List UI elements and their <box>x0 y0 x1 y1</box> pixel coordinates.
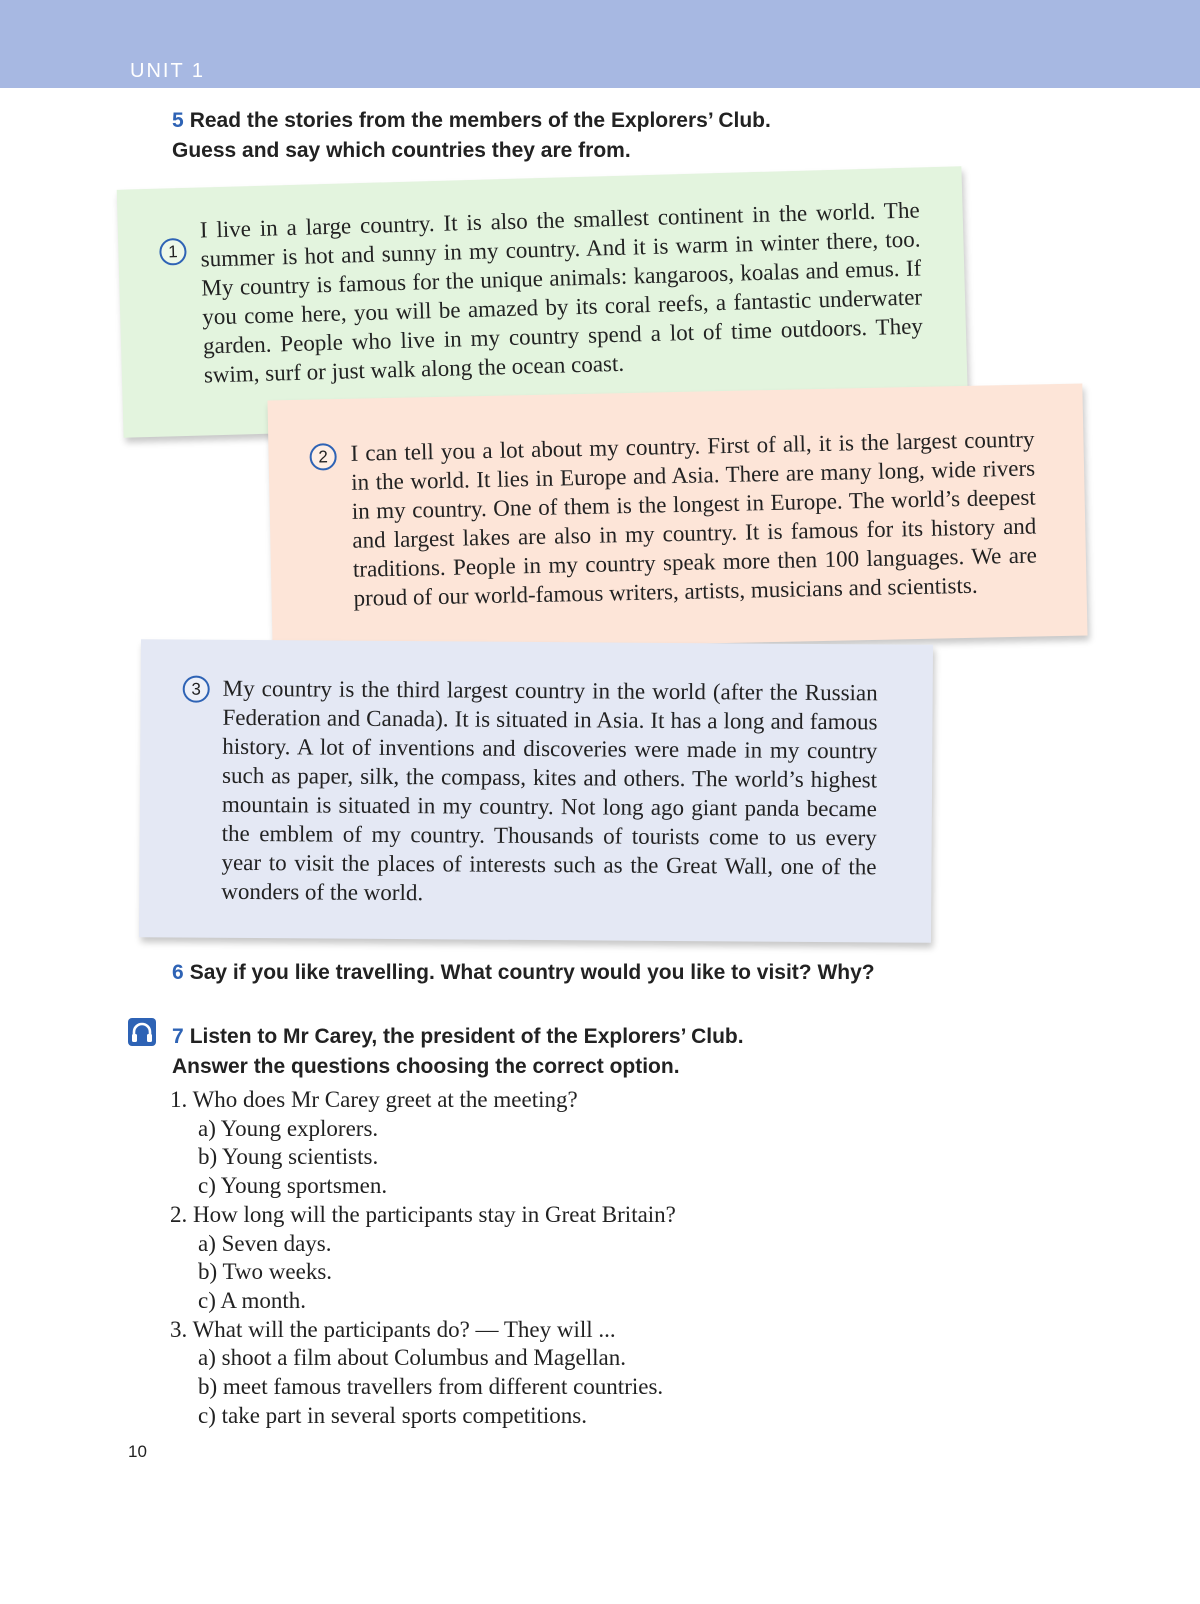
task-6-number: 6 <box>172 961 184 984</box>
story-text: My country is the third largest country in the world (after the Russian Federation and Canada). It is situated in Asia. It has a long and famous history. A lot of inventions and discoveries were made in my country such as paper, silk, the compass, kites and others. The world’s highest mountain is situated in my country. Not long ago giant panda became the emblem of my country. Thousands of tourists come to us every year to visit the places of interests such as the Great Wall, one of the wonders of the world. <box>221 675 878 906</box>
question-3: 3. What will the participants do? — They will ... <box>170 1316 616 1342</box>
story-number-marker: 3 <box>183 676 210 703</box>
story-number-marker: 2 <box>309 443 337 471</box>
option-2c: c) A month. <box>198 1287 306 1313</box>
task-5-number: 5 <box>172 109 184 132</box>
story-card-2 <box>267 383 1087 652</box>
header-band <box>0 0 1200 88</box>
task-5-line-2: Guess and say which countries they are from. <box>172 139 631 162</box>
page-number: 10 <box>128 1442 147 1461</box>
story-text: I can tell you a lot about my country. First of all, it is the largest country in the world. It lies in Europe and Asia. There are many long, wide rivers in my country. One of them is the longest in Europe. The world’s deepest and largest lakes are also in my country. It is famous for its history and traditions. People in my country speak more then 100 languages. We are proud of our world-famous writers, artists, musicians and scientists. <box>350 426 1038 611</box>
headphones-icon[interactable] <box>128 1018 156 1046</box>
question-1: 1. Who does Mr Carey greet at the meeting? <box>170 1087 578 1112</box>
question-list <box>170 1086 870 1430</box>
task-7-heading <box>172 1022 744 1082</box>
task-5-heading <box>172 106 771 166</box>
option-3b: b) meet famous travellers from different countries. <box>198 1374 664 1400</box>
task-7-line-1: Listen to Mr Carey, the president of the Explorers’ Club. <box>189 1025 744 1048</box>
option-3a: a) shoot a film about Columbus and Magellan. <box>198 1345 626 1371</box>
task-6-heading <box>172 958 875 988</box>
option-1b: b) Young scientists. <box>198 1144 379 1170</box>
task-6-text: Say if you like travelling. What country would you like to visit? Why? <box>189 961 875 984</box>
task-5-line-1: Read the stories from the members of the Explorers’ Club. <box>189 109 771 132</box>
option-3c: c) take part in several sports competitions. <box>198 1402 587 1428</box>
task-7-line-2: Answer the questions choosing the correct option. <box>172 1055 680 1078</box>
option-2a: a) Seven days. <box>198 1230 332 1256</box>
question-2: 2. How long will the participants stay in Great Britain? <box>170 1201 676 1227</box>
story-text: I live in a large country. It is also the smallest continent in the world. The summer is hot and sunny in my country. And it is warm in winter there, too. My country is famous for the unique animals: kangaroos, koalas and emus. If you come here, you will be amazed by its coral reefs, a fantastic underwater garden. People who live in my country spend a lot of time outdoors. They swim, surf or just walk along the ocean coast. <box>199 197 924 388</box>
task-7-number: 7 <box>172 1025 184 1048</box>
story-number-marker: 1 <box>159 238 187 266</box>
option-2b: b) Two weeks. <box>198 1259 333 1285</box>
unit-label: UNIT 1 <box>130 60 205 82</box>
option-1a: a) Young explorers. <box>198 1115 379 1141</box>
option-1c: c) Young sportsmen. <box>198 1173 388 1199</box>
story-card-3 <box>139 639 933 943</box>
